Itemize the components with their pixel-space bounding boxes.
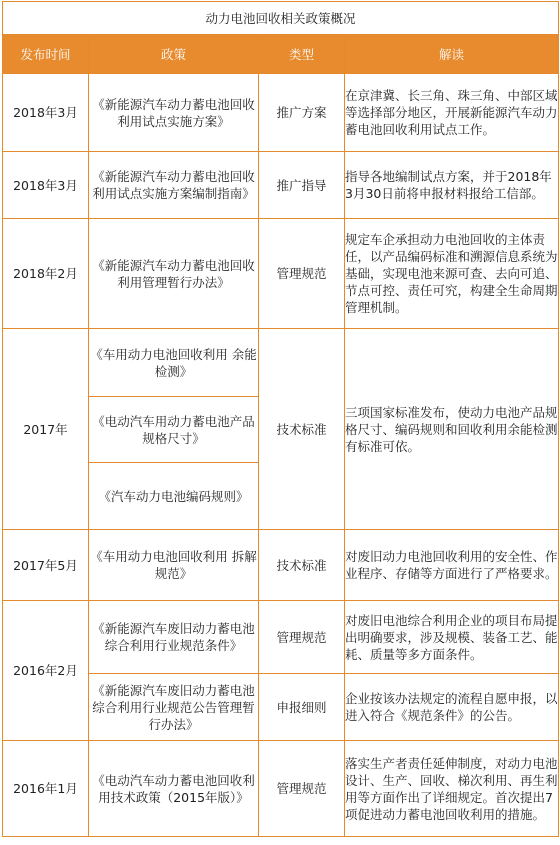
row-policy: 《新能源汽车废旧动力蓄电池综合利用行业规范公告管理暂行办法》 — [89, 674, 259, 741]
row-note: 对废旧动力电池回收利用的安全性、作业程序、存储等方面进行了严格要求。 — [345, 530, 559, 601]
row-policy: 《新能源汽车动力蓄电池回收利用试点实施方案》 — [89, 74, 259, 152]
row-note: 指导各地编制试点方案，并于2018年3月30日前将申报材料报给工信部。 — [345, 152, 559, 219]
row-note: 三项国家标准发布，使动力电池产品规格尺寸、编码规则和回收利用余能检测有标准可依。 — [345, 329, 559, 530]
row-policy: 《车用动力电池回收利用 拆解规范》 — [89, 530, 259, 601]
row-date: 2017年5月 — [3, 530, 89, 601]
table-row — [3, 741, 559, 837]
row-date: 2016年2月 — [3, 601, 89, 741]
table-row — [3, 601, 559, 674]
table-row — [3, 74, 559, 152]
row-policy: 《电动汽车用动力蓄电池产品规格尺寸》 — [89, 397, 259, 463]
policy-table — [2, 1, 559, 837]
table-row — [3, 530, 559, 601]
row-policy: 《新能源汽车动力蓄电池回收利用管理暂行办法》 — [89, 219, 259, 329]
row-date: 2017年 — [3, 329, 89, 530]
row-type: 推广指导 — [259, 152, 345, 219]
row-note: 在京津冀、长三角、珠三角、中部区域等选择部分地区，开展新能源汽车动力蓄电池回收利用试点工作。 — [345, 74, 559, 152]
row-type: 管理规范 — [259, 219, 345, 329]
row-type: 管理规范 — [259, 601, 345, 674]
row-note: 对废旧电池综合利用企业的项目布局提出明确要求，涉及规模、装备工艺、能耗、质量等多方面条件。 — [345, 601, 559, 674]
row-date: 2018年3月 — [3, 74, 89, 152]
header-policy: 政策 — [89, 35, 259, 74]
table-title: 动力电池回收相关政策概况 — [3, 2, 559, 35]
row-note: 规定车企承担动力电池回收的主体责任，以产品编码标准和溯源信息系统为基础，实现电池来源可查、去向可追、节点可控、责任可究，构建全生命周期管理机制。 — [345, 219, 559, 329]
header-type: 类型 — [259, 35, 345, 74]
row-policy: 《新能源汽车动力蓄电池回收利用试点实施方案编制指南》 — [89, 152, 259, 219]
table-row — [3, 219, 559, 329]
row-policy: 《车用动力电池回收利用 余能检测》 — [89, 329, 259, 397]
row-date: 2016年1月 — [3, 741, 89, 837]
table-header-row — [3, 35, 559, 74]
row-type: 技术标准 — [259, 530, 345, 601]
row-date: 2018年2月 — [3, 219, 89, 329]
table-row — [3, 152, 559, 219]
header-note: 解读 — [345, 35, 559, 74]
header-date: 发布时间 — [3, 35, 89, 74]
table-title-row — [3, 2, 559, 35]
row-note: 企业按该办法规定的流程自愿申报，以进入符合《规范条件》的公告。 — [345, 674, 559, 741]
row-policy: 《新能源汽车废旧动力蓄电池综合利用行业规范条件》 — [89, 601, 259, 674]
row-type: 管理规范 — [259, 741, 345, 837]
row-policy: 《电动汽车动力蓄电池回收利用技术政策（2015年版）》 — [89, 741, 259, 837]
row-type: 申报细则 — [259, 674, 345, 741]
row-note: 落实生产者责任延伸制度，对动力电池设计、生产、回收、梯次利用、再生利用等方面作出了详细规定。首次提出7项促进动力蓄电池回收利用的措施。 — [345, 741, 559, 837]
row-type: 技术标准 — [259, 329, 345, 530]
row-type: 推广方案 — [259, 74, 345, 152]
row-policy: 《汽车动力电池编码规则》 — [89, 463, 259, 530]
table-row — [3, 329, 559, 397]
row-date: 2018年3月 — [3, 152, 89, 219]
